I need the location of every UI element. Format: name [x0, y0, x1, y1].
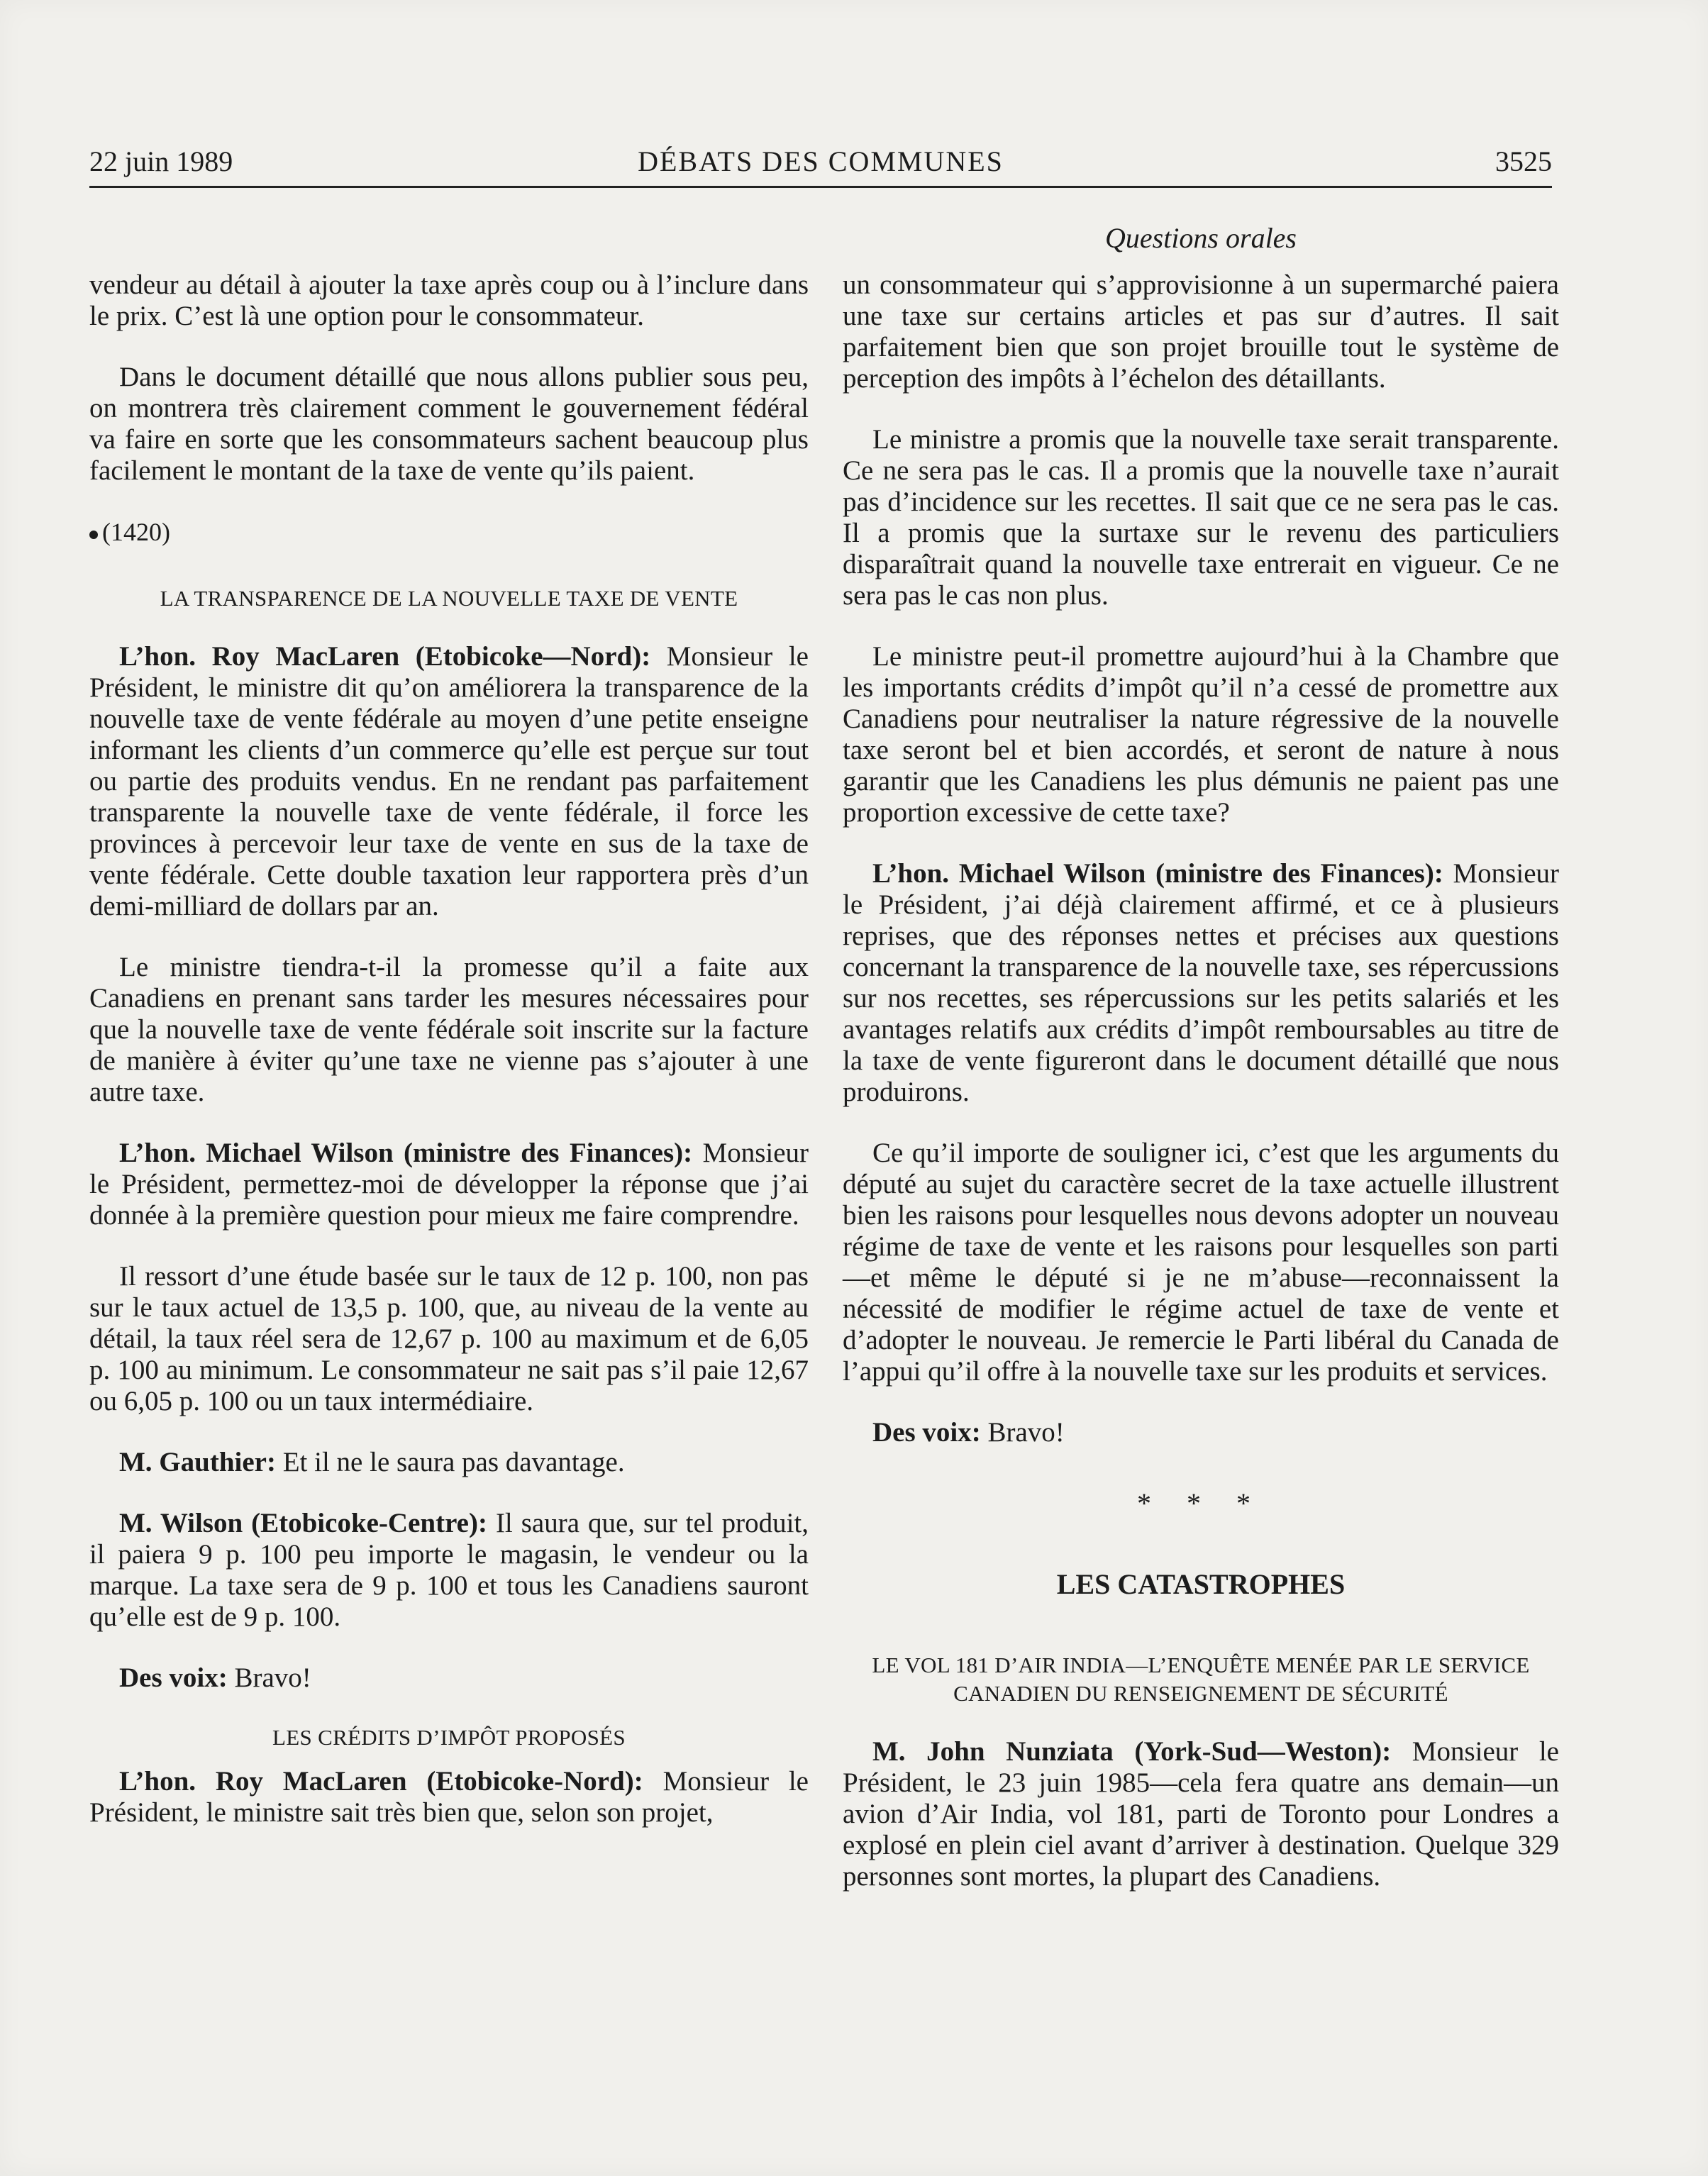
speaker-name: M. Wilson (Etobicoke-Centre):	[119, 1508, 487, 1538]
speech	[89, 1447, 809, 1478]
speaker-name: L’hon. Roy MacLaren (Etobicoke-Nord):	[119, 1766, 643, 1797]
speech-text: Et il ne le saura pas davantage.	[275, 1447, 625, 1477]
right-column	[843, 270, 1559, 1922]
major-heading: LES CATASTROPHES	[1056, 1568, 1346, 1600]
paragraph: Le ministre a promis que la nouvelle taxe serait transparente. Ce ne sera pas le cas. Il a promis que la nouvelle taxe n’aurait pas d’incidence sur les recettes. Il sait que ce ne sera pas le cas. Il a promis que la surtaxe sur le revenu des particuliers disparaîtrait quand la nouvelle taxe entrerait en vigueur. Ce ne sera pas le cas non plus.	[843, 424, 1559, 611]
paragraph: un consommateur qui s’approvisionne à un supermarché paiera une taxe sur certains articles et pas sur d’autres. Il sait parfaitement bien que son projet brouille tout le système de perception des impôts à l’échelon des détaillants.	[843, 270, 1559, 394]
speech-text: Monsieur le Président, le 23 juin 1985—cela fera quatre ans demain—un avion d’Air India, vol 181, parti de Toronto pour Londres a explosé en plein ciel avant d’arriver à destination. Quelque 329 personnes sont mortes, la plupart des Canadiens.	[843, 1736, 1559, 1892]
speaker-name: Des voix:	[119, 1662, 228, 1693]
header-date: 22 juin 1989	[89, 145, 233, 177]
subheading: LES CRÉDITS D’IMPÔT PROPOSÉS	[272, 1725, 626, 1750]
paragraph: Ce qu’il importe de souligner ici, c’est que les arguments du député au sujet du caractère secret de la taxe actuelle illustrent bien les raisons pour lesquelles nous devons adopter un nouveau régime de taxe de vente et les raisons pour lesquelles son parti—et même le député si je ne m’abuse—reconnaissent la nécessité de modifier le régime actuel de taxe de vente et d’adopter le nouveau. Je remercie le Parti libéral du Canada de l’appui qu’il offre à la nouvelle taxe sur les produits et services.	[843, 1138, 1559, 1387]
speech	[89, 1766, 809, 1828]
paragraph: Le ministre peut-il promettre aujourd’hui à la Chambre que les importants crédits d’impôt qu’il n’a cessé de promettre aux Canadiens pour neutraliser la nature régressive de la nouvelle taxe seront bel et bien accordés, et seront de nature à nous garantir que les Canadiens les plus démunis ne paient pas une proportion excessive de cette taxe?	[843, 641, 1559, 828]
paragraph: Le ministre tiendra-t-il la promesse qu’il a faite aux Canadiens en prenant sans tarder les mesures nécessaires pour que la nouvelle taxe de vente fédérale soit inscrite sur la facture de manière à éviter qu’une taxe ne vienne pas s’ajouter à une autre taxe.	[89, 952, 809, 1107]
speech-text: Bravo!	[980, 1417, 1065, 1448]
speech-text: Monsieur le Président, le ministre dit qu’on améliorera la transparence de la nouvelle taxe de vente fédérale au moyen d’une petite enseigne informant les clients d’un commerce qu’elle est perçue sur tout ou partie des produits vendus. En ne rendant pas parfaitement transparente la nouvelle taxe de vente fédérale, il force les provinces à percevoir leur taxe de vente en sus de la taxe de vente fédérale. Cette double taxation leur rapportera près d’un demi-milliard de dollars par an.	[89, 641, 809, 921]
speaker-name: Des voix:	[872, 1417, 981, 1448]
page-header	[89, 142, 1552, 188]
speech	[89, 641, 809, 922]
speaker-name: L’hon. Roy MacLaren (Etobicoke—Nord):	[119, 641, 651, 672]
time-marker	[89, 516, 809, 548]
left-column	[89, 270, 809, 1858]
speech	[89, 1138, 809, 1231]
time-marker-label: (1420)	[102, 518, 170, 546]
paragraph: Dans le document détaillé que nous allons publier sous peu, on montrera très clairement comment le gouvernement fédéral va faire en sorte que les consommateurs sachent beaucoup plus facilement le montant de la taxe de vente qu’ils paient.	[89, 362, 809, 486]
subheading: LE VOL 181 D’AIR INDIA—L’ENQUÊTE MENÉE PAR LE SERVICE CANADIEN DU RENSEIGNEMENT DE SÉCURITÉ	[872, 1653, 1530, 1706]
header-title: DÉBATS DES COMMUNES	[638, 145, 1004, 177]
header-page-number: 3525	[1495, 145, 1552, 177]
speech-text: Bravo!	[227, 1662, 311, 1693]
speech	[843, 858, 1559, 1108]
speech-text: Monsieur le Président, le ministre sait très bien que, selon son projet,	[89, 1766, 809, 1828]
bullet-icon	[89, 531, 98, 539]
speech	[89, 1662, 809, 1694]
speech	[843, 1417, 1559, 1448]
speaker-name: L’hon. Michael Wilson (ministre des Finances):	[119, 1138, 693, 1168]
speech	[843, 1736, 1559, 1892]
paragraph: Il ressort d’une étude basée sur le taux de 12 p. 100, non pas sur le taux actuel de 13,5 p. 100, que, au niveau de la vente au détail, la taux réel sera de 12,67 p. 100 au maximum et de 6,05 p. 100 au minimum. Le consommateur ne sait pas s’il paie 12,67 ou 6,05 p. 100 ou un taux intermédiaire.	[89, 1261, 809, 1416]
subheading: LA TRANSPARENCE DE LA NOUVELLE TAXE DE VENTE	[160, 586, 738, 611]
speech-text: Il saura que, sur tel produit, il paiera 9 p. 100 peu importe le magasin, le vendeur ou la marque. La taxe sera de 9 p. 100 et tous les Canadiens sauront qu’elle est de 9 p. 100.	[89, 1508, 809, 1632]
speech-text: Monsieur le Président, j’ai déjà clairement affirmé, et ce à plusieurs reprises, que des réponses nettes et précises aux questions concernant la transparence de la nouvelle taxe, ses répercussions sur nos recettes, ses répercussions sur les petits salariés et les avantages relatifs aux crédits d’impôt remboursables au titre de la taxe de vente figureront dans le document détaillé que nous produirons.	[843, 858, 1559, 1107]
section-label: Questions orales	[1105, 222, 1297, 254]
section-divider: * * *	[1137, 1487, 1265, 1519]
paragraph: vendeur au détail à ajouter la taxe après coup ou à l’inclure dans le prix. C’est là une option pour le consommateur.	[89, 270, 809, 331]
speaker-name: M. John Nunziata (York-Sud—Weston):	[872, 1736, 1392, 1767]
speech-text: Monsieur le Président, permettez-moi de développer la réponse que j’ai donnée à la première question pour mieux me faire comprendre.	[89, 1138, 809, 1231]
speech	[89, 1508, 809, 1633]
speaker-name: L’hon. Michael Wilson (ministre des Finances):	[872, 858, 1443, 889]
speaker-name: M. Gauthier:	[119, 1447, 276, 1477]
